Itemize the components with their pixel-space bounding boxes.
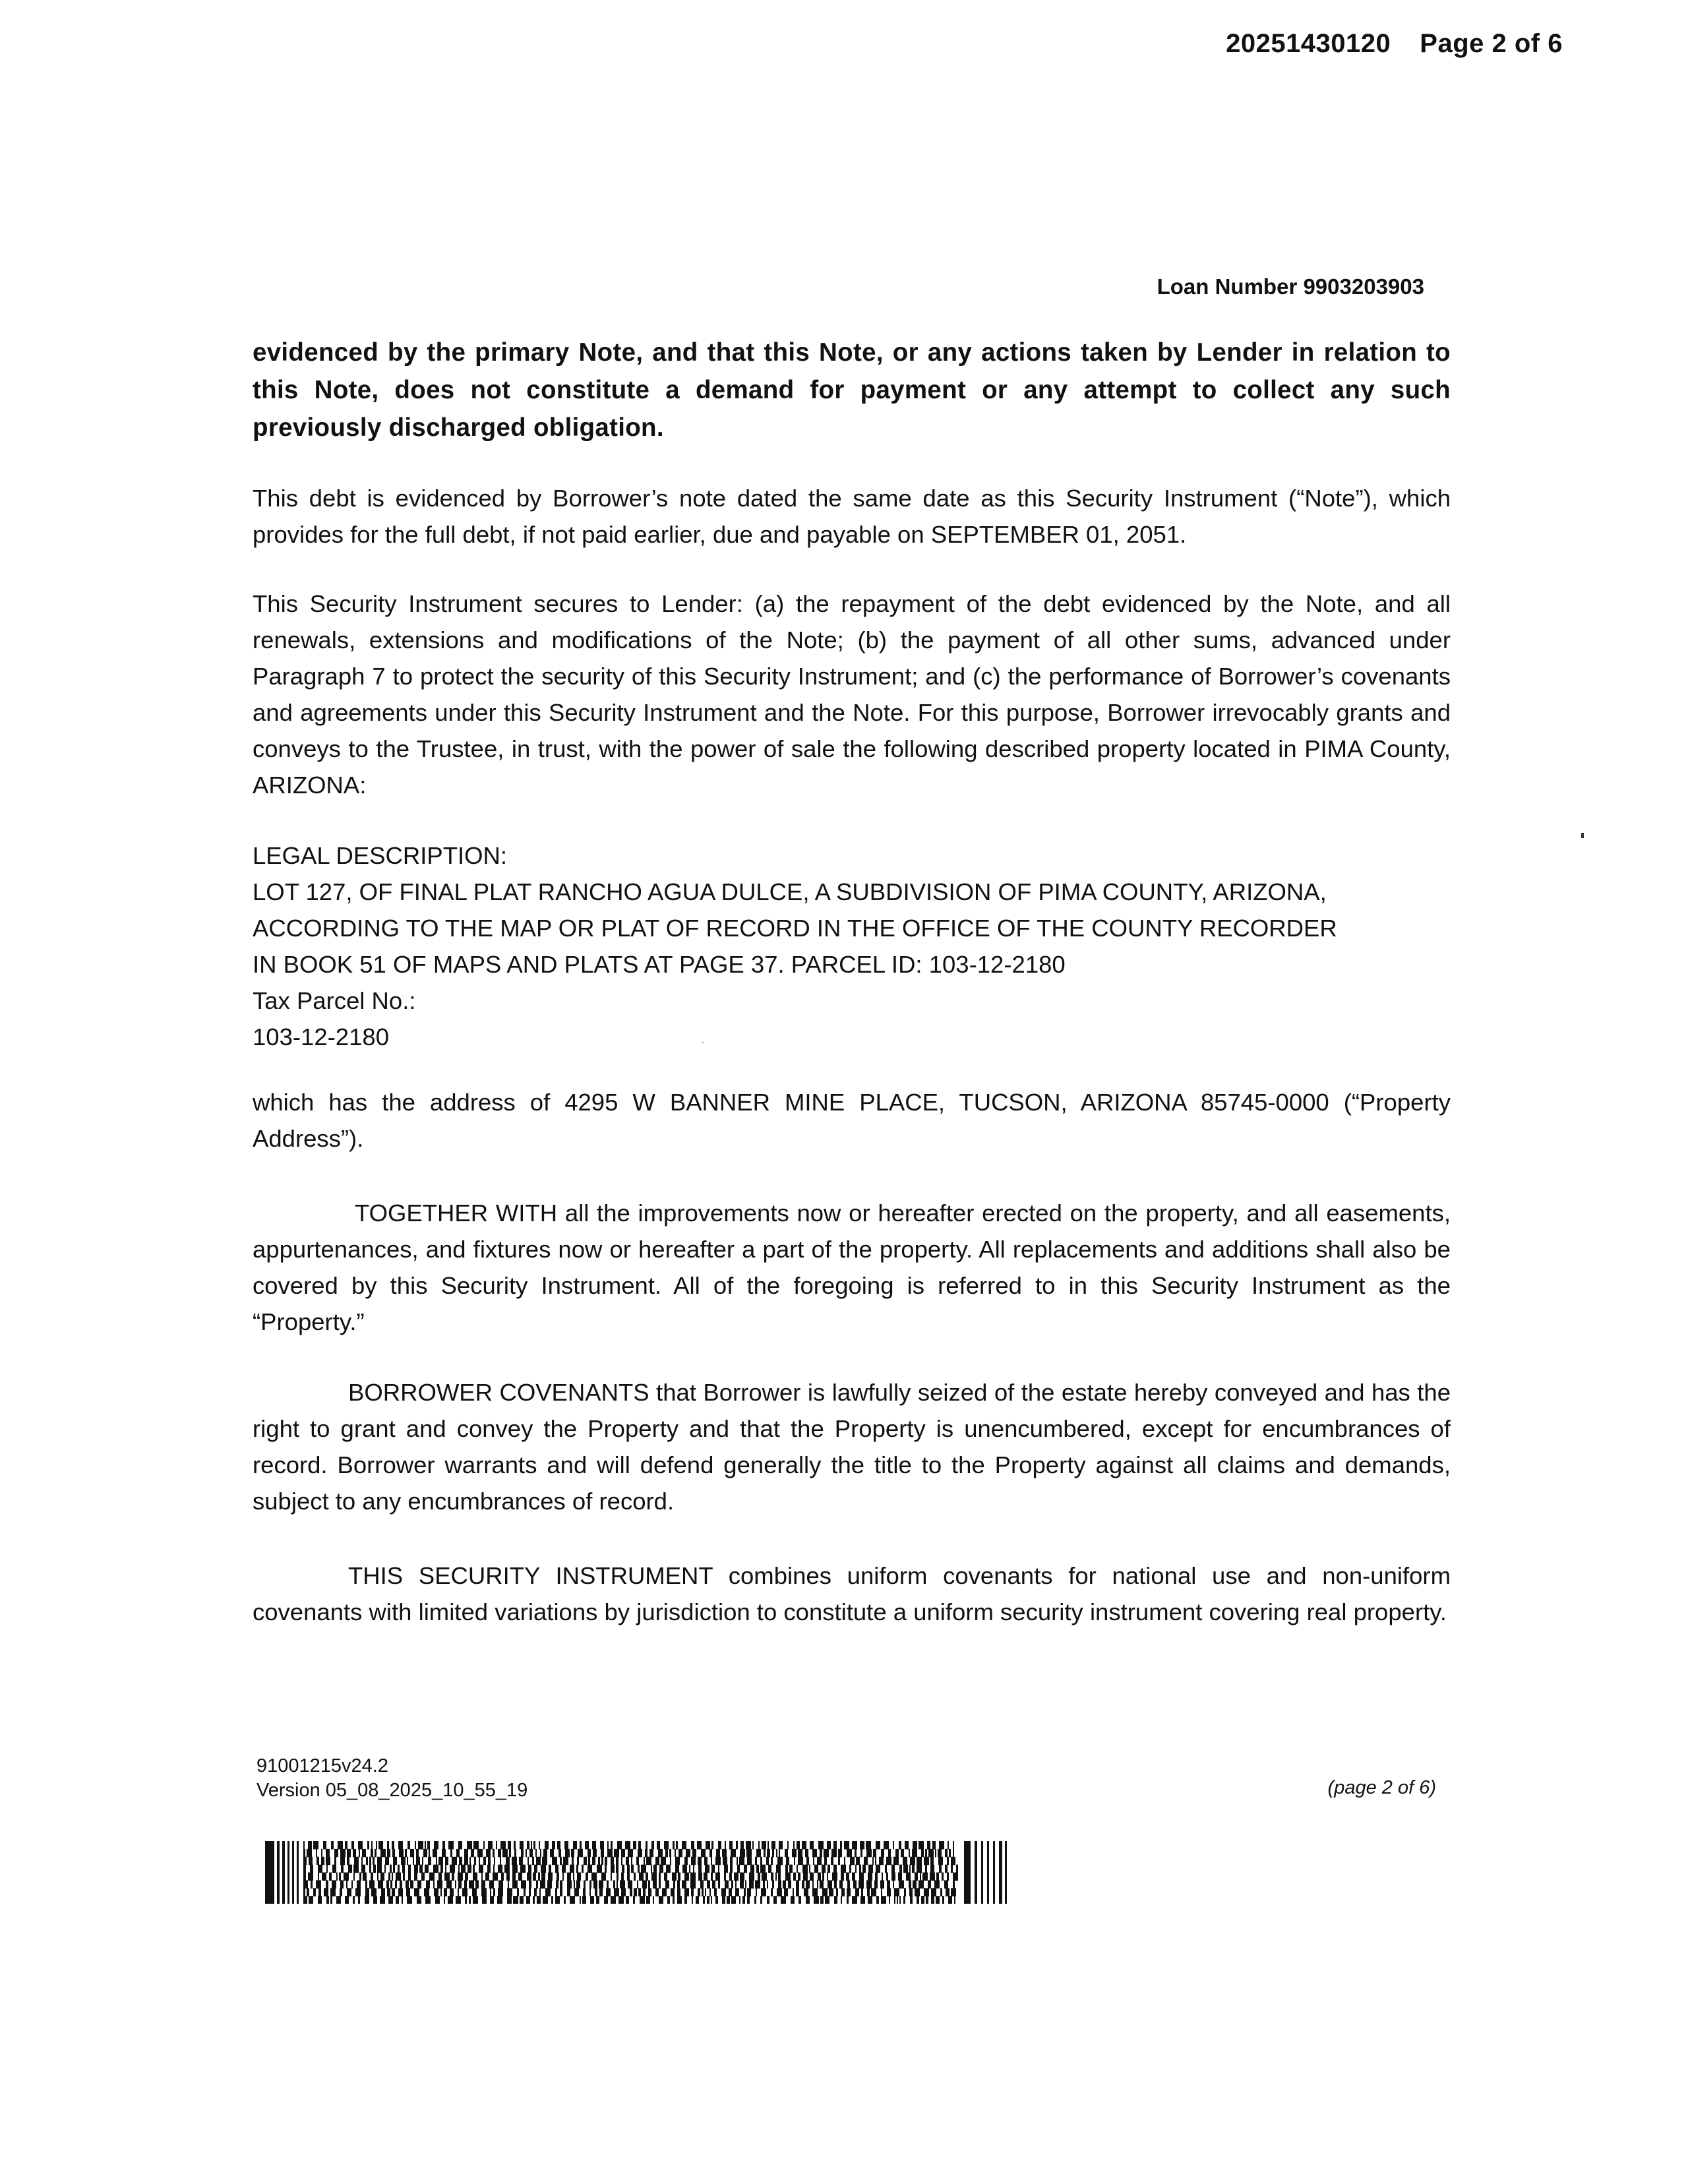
page-footer-note: (page 2 of 6) xyxy=(1327,1777,1436,1798)
together-with-paragraph: TOGETHER WITH all the improvements now or hereafter erected on the property, and all easements, appurtenances, and fixtures now or hereafter a part of the property. All replacements and additions shall also be covered by this Security Instrument. All of the foregoing is referred to in this Security Instrument as the “Property.” xyxy=(253,1199,1451,1335)
document-number: 20251430120 xyxy=(1226,29,1391,58)
page-indicator: Page 2 of 6 xyxy=(1420,29,1563,58)
form-version: Version 05_08_2025_10_55_19 xyxy=(256,1780,528,1801)
scan-dot xyxy=(702,1042,704,1043)
loan-number: Loan Number 9903203903 xyxy=(1157,274,1424,299)
uniform-covenants-paragraph: THIS SECURITY INSTRUMENT combines uniform covenants for national use and non-uniform covenants with limited variations by jurisdiction to constitute a uniform security instrument covering real property. xyxy=(253,1562,1451,1625)
tax-parcel-label: Tax Parcel No.: xyxy=(253,987,416,1014)
pdf417-barcode-icon xyxy=(265,1841,1010,1904)
legal-description-heading: LEGAL DESCRIPTION: xyxy=(253,842,508,869)
legal-description-line: IN BOOK 51 OF MAPS AND PLATS AT PAGE 37. PARCEL ID: 103-12-2180 xyxy=(253,951,1066,978)
form-code: 91001215v24.2 xyxy=(256,1755,388,1776)
legal-description-line: LOT 127, OF FINAL PLAT RANCHO AGUA DULCE, A SUBDIVISION OF PIMA COUNTY, ARIZONA, xyxy=(253,878,1327,905)
debt-paragraph: This debt is evidenced by Borrower’s note dated the same date as this Security Instrument (“Note”), which provides for the full debt, if not paid earlier, due and payable on SEPTEMBER 01, 2051. xyxy=(253,485,1451,548)
legal-description xyxy=(253,837,1479,1055)
recording-header xyxy=(1226,29,1563,59)
property-address-paragraph: which has the address of 4295 W BANNER MINE PLACE, TUCSON, ARIZONA 85745-0000 (“Property Address”). xyxy=(253,1089,1451,1152)
legal-description-line: ACCORDING TO THE MAP OR PLAT OF RECORD IN THE OFFICE OF THE COUNTY RECORDER xyxy=(253,915,1337,942)
bold-continuation-paragraph: evidenced by the primary Note, and that this Note, or any actions taken by Lender in relation to this Note, does not constitute a demand for payment or any attempt to collect any such previously discharged obligation. xyxy=(253,338,1451,442)
tax-parcel-value: 103-12-2180 xyxy=(253,1023,390,1050)
scan-mark xyxy=(1581,833,1584,838)
form-footer xyxy=(256,1754,528,1803)
secures-paragraph: This Security Instrument secures to Lender: (a) the repayment of the debt evidenced by the Note, and all renewals, extensions and modifications of the Note; (b) the payment of all other sums, advanced under Paragraph 7 to protect the security of this Security Instrument; and (c) the performance of Borrower’s covenants and agreements under this Security Instrument and the Note. For this purpose, Borrower irrevocably grants and conveys to the Trustee, in trust, with the power of sale the following described property located in PIMA County, ARIZONA: xyxy=(253,590,1451,799)
borrower-covenants-paragraph: BORROWER COVENANTS that Borrower is lawfully seized of the estate hereby conveyed and has the right to grant and convey the Property and that the Property is unencumbered, except for encumbrances of record. Borrower warrants and will defend generally the title to the Property against all claims and demands, subject to any encumbrances of record. xyxy=(253,1379,1451,1515)
